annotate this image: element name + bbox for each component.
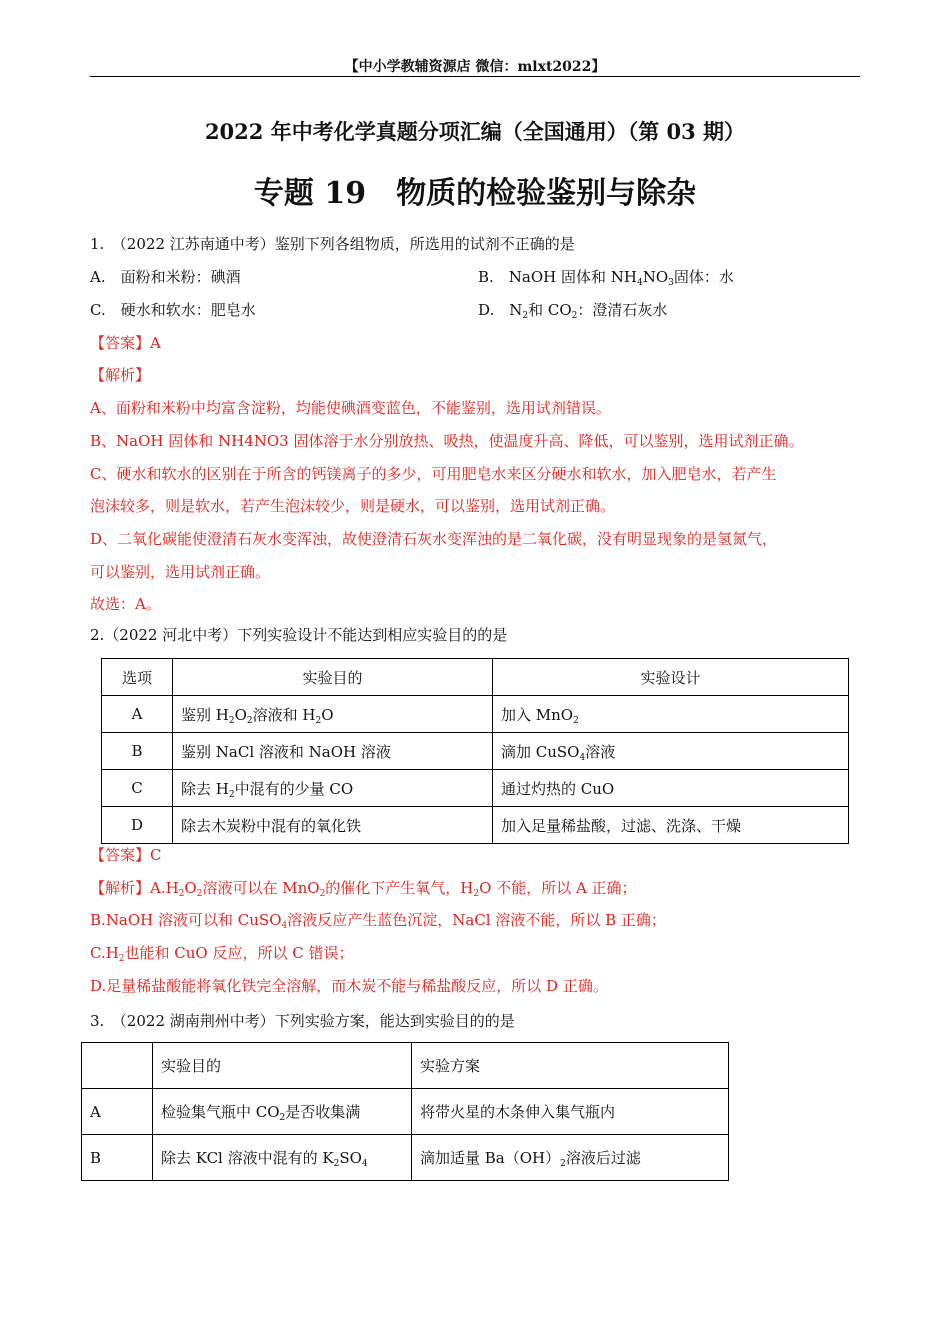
table-header-row [102, 659, 849, 696]
q2-explain-c: $C.H_2$也能和 CuO 反应，所以 C 错误； [90, 944, 354, 964]
q2-explain-d: D.足量稀盐酸能将氧化铁完全溶解，而木炭不能与稀盐酸反应，所以 D 正确。 [90, 977, 608, 995]
q1-option-a: A. 面粉和米粉：碘酒 [90, 268, 241, 286]
header-cell: 实验方案 [412, 1043, 729, 1089]
purpose-cell: 鉴别 $H_2O_2$溶液和 $H_2O$ [173, 696, 493, 733]
page-header: 【中小学教辅资源店 微信：mlxt2022】 [344, 59, 606, 75]
q2-table [101, 658, 849, 844]
purpose-cell: 除去 $H_2$中混有的少量 CO [173, 770, 493, 807]
purpose-cell: 鉴别 NaCl 溶液和 NaOH 溶液 [173, 733, 493, 770]
purpose-cell: 检验集气瓶中 $CO_2$是否收集满 [153, 1089, 412, 1135]
table-row [102, 807, 849, 844]
q2-stem: 2.（2022 河北中考）下列实验设计不能达到相应实验目的的是 [90, 626, 508, 644]
option-cell: B [82, 1135, 153, 1181]
q3-stem: 3. （2022 湖南荆州中考）下列实验方案，能达到实验目的的是 [90, 1012, 515, 1030]
design-cell: 加入足量稀盐酸，过滤、洗涤、干燥 [493, 807, 849, 844]
table-row [82, 1089, 729, 1135]
q1-answer: 【答案】A [90, 334, 161, 352]
plan-cell: 将带火星的木条伸入集气瓶内 [412, 1089, 729, 1135]
header-rule [90, 76, 860, 77]
purpose-cell: 除去木炭粉中混有的氧化铁 [173, 807, 493, 844]
header-cell: 选项 [102, 659, 173, 696]
option-cell: B [102, 733, 173, 770]
q1-option-c: C. 硬水和软水：肥皂水 [90, 301, 256, 319]
purpose-cell: 除去 KCl 溶液中混有的 $K_2SO_4$ [153, 1135, 412, 1181]
option-cell: A [82, 1089, 153, 1135]
plan-cell: 滴加适量 $Ba(OH)_2$溶液后过滤 [412, 1135, 729, 1181]
q1-stem: 1. （2022 江苏南通中考）鉴别下列各组物质，所选用的试剂不正确的是 [90, 235, 575, 253]
q3-table [81, 1042, 729, 1181]
header-cell [82, 1043, 153, 1089]
q2-answer: 【答案】C [90, 846, 162, 864]
document-title: 2022 年中考化学真题分项汇编（全国通用）（第 03 期） [204, 119, 746, 144]
design-cell: 通过灼热的 CuO [493, 770, 849, 807]
q1-explain-d2: 可以鉴别，选用试剂正确。 [90, 563, 271, 581]
q1-explain-d1: D、二氧化碳能使澄清石灰水变浑浊，故使澄清石灰水变浑浊的是二氧化碳，没有明显现象的是氢氮气， [90, 530, 778, 548]
option-cell: C [102, 770, 173, 807]
q2-explain-a: 【解析】$A.H_2O_2$溶液可以在 MnO$_2$的催化下产生氧气，$H_2O$ 不能，所以 A 正确； [90, 879, 637, 899]
option-cell: D [102, 807, 173, 844]
header-cell: 实验设计 [493, 659, 849, 696]
design-cell: 滴加 CuSO$_4$溶液 [493, 733, 849, 770]
q1-option-b: B. NaOH 固体和 $NH_4NO_3$固体：水 [478, 268, 734, 288]
design-cell: 加入 MnO$_2$ [493, 696, 849, 733]
table-row [82, 1135, 729, 1181]
table-row [102, 733, 849, 770]
q1-explain-a: A、面粉和米粉中均富含淀粉，均能使碘酒变蓝色，不能鉴别，选用试剂错误。 [90, 399, 611, 417]
q1-explain-c2: 泡沫较多，则是软水，若产生泡沫较少，则是硬水，可以鉴别，选用试剂正确。 [90, 497, 616, 515]
table-row [102, 770, 849, 807]
q2-explain-b: B.NaOH 溶液可以和 CuSO$_4$溶液反应产生蓝色沉淀，NaCl 溶液不能，所以 B 正确； [90, 911, 666, 931]
header-cell: 实验目的 [153, 1043, 412, 1089]
q1-analysis-label: 【解析】 [90, 366, 151, 384]
q1-explain-b: B、NaOH 固体和 NH4NO3 固体溶于水分别放热、吸热，使温度升高、降低，可以鉴别，选用试剂正确。 [90, 432, 804, 450]
q1-choose: 故选：A。 [90, 595, 161, 613]
q1-explain-c1: C、硬水和软水的区别在于所含的钙镁离子的多少，可用肥皂水来区分硬水和软水，加入肥皂水，若产生 [90, 465, 777, 483]
table-header-row [82, 1043, 729, 1089]
table-row [102, 696, 849, 733]
option-cell: A [102, 696, 173, 733]
q1-option-d: D. $N_2$和 $CO_2$：澄清石灰水 [478, 301, 668, 321]
topic-title: 专题 19 物质的检验鉴别与除杂 [253, 176, 697, 211]
header-cell: 实验目的 [173, 659, 493, 696]
